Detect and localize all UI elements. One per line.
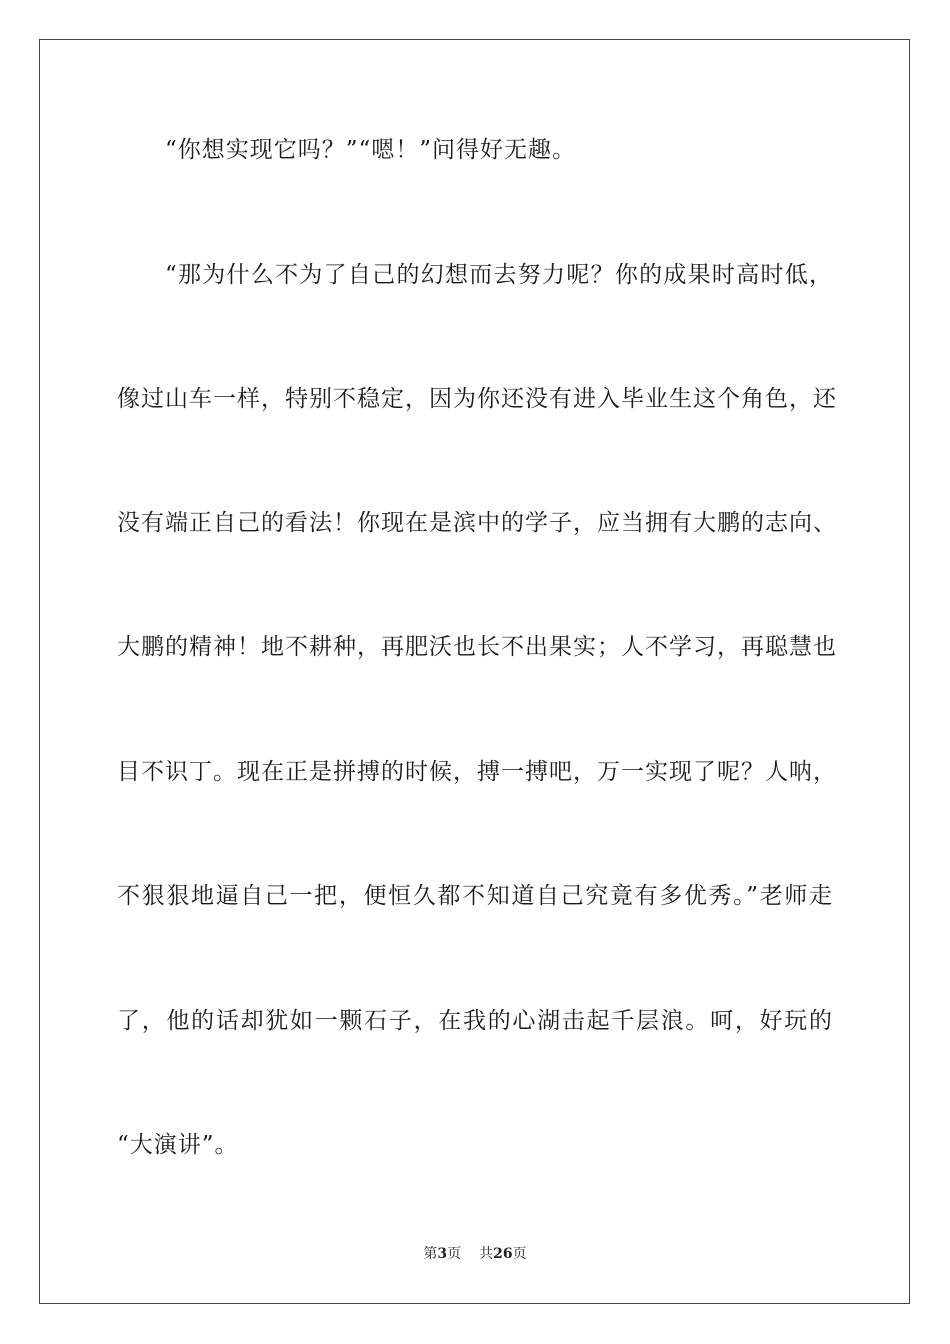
paragraph-line-3: 像过山车一样，特别不稳定，因为你还没有进入毕业生这个角色，还: [117, 386, 837, 412]
footer-page-number: 3: [437, 1246, 448, 1262]
footer-total-prefix: 共: [479, 1246, 494, 1262]
footer-page-suffix: 页: [447, 1246, 462, 1262]
page-border: [39, 39, 910, 1304]
paragraph-line-1: “你想实现它吗？”“嗯！”问得好无趣。: [165, 137, 577, 163]
paragraph-line-2: “那为什么不为了自己的幻想而去努力呢？你的成果时高时低，: [165, 262, 833, 288]
footer-page-prefix: 第: [423, 1246, 438, 1262]
paragraph-line-4: 没有端正自己的看法！你现在是滨中的学子，应当拥有大鹏的志向、: [117, 510, 837, 536]
footer-total-suffix: 页: [512, 1246, 527, 1262]
paragraph-line-6: 目不识丁。现在正是拼搏的时候，搏一搏吧，万一实现了呢？人呐，: [117, 759, 837, 785]
paragraph-line-8: 了，他的话却犹如一颗石子，在我的心湖击起千层浪。呵，好玩的: [117, 1008, 833, 1034]
paragraph-line-7: 不狠狠地逼自己一把，便恒久都不知道自己究竟有多优秀。”老师走: [117, 883, 833, 909]
page-footer: [0, 1245, 950, 1263]
footer-total-pages: 26: [493, 1246, 513, 1262]
paragraph-line-9: “大演讲”。: [117, 1132, 239, 1158]
paragraph-line-5: 大鹏的精神！地不耕种，再肥沃也长不出果实；人不学习，再聪慧也: [117, 634, 837, 660]
